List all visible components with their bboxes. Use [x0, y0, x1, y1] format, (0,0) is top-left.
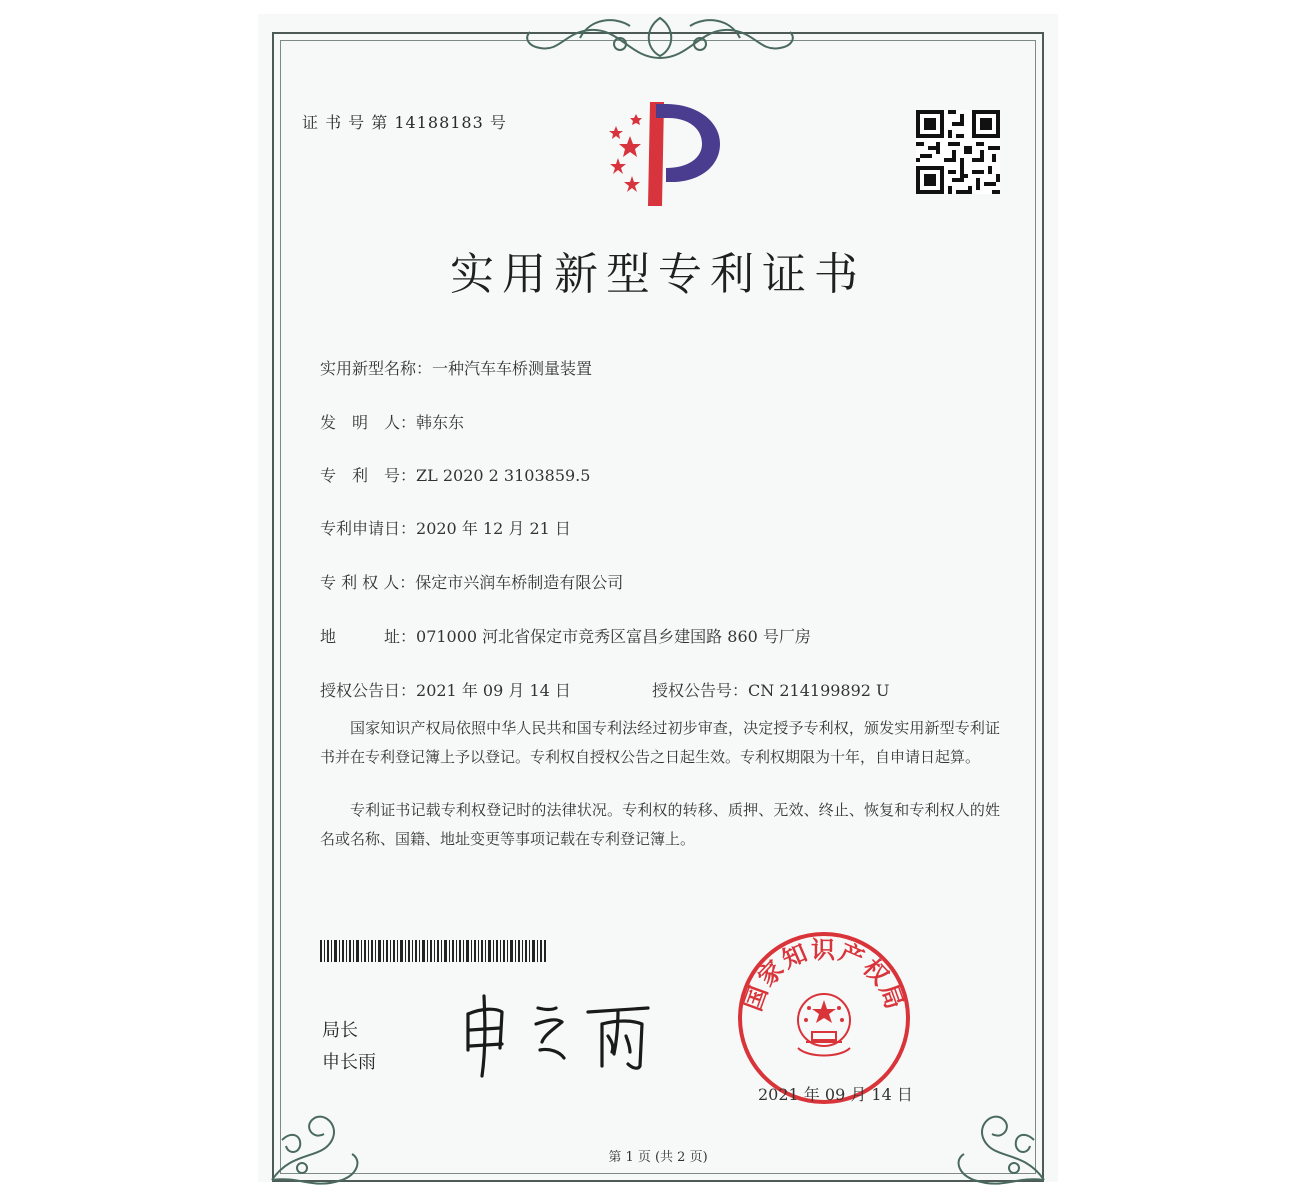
seal-text: 国家知识产权局: [738, 936, 910, 1015]
field-inventor-label: 发 明 人：: [320, 413, 417, 432]
field-address-value: 071000 河北省保定市竞秀区富昌乡建国路 860 号厂房: [416, 627, 811, 646]
bottom-left-ornament: [262, 1080, 372, 1190]
field-patentee-value: 保定市兴润车桥制造有限公司: [415, 573, 624, 592]
field-grant-date-label: 授权公告日：: [320, 681, 417, 700]
official-seal: [736, 930, 912, 1106]
field-patentee-label: 专 利 权 人：: [320, 573, 416, 592]
field-grant-no: [652, 678, 890, 701]
field-name: [320, 356, 592, 379]
field-grant-no-label: 授权公告号：: [652, 681, 749, 700]
bottom-right-ornament: [944, 1080, 1054, 1190]
handwritten-signature: [452, 988, 652, 1080]
field-grant-date: [320, 678, 571, 701]
field-address-label: 地 址：: [320, 627, 417, 646]
field-address: [320, 624, 811, 647]
field-patent-no: [320, 463, 590, 486]
certificate-frame-inner: [280, 40, 1036, 1174]
field-patentee: [320, 570, 623, 593]
certificate-number: 证 书 号 第 14188183 号: [302, 113, 507, 132]
body-paragraph-1: 国家知识产权局依照中华人民共和国专利法经过初步审查，决定授予专利权，颁发实用新型专利证书并在专利登记簿上予以登记。专利权自授权公告之日起生效。专利权期限为十年，自申请日起算。: [320, 719, 1000, 766]
field-name-value: 一种汽车车桥测量装置: [432, 359, 593, 378]
signature-role: 局长: [322, 1020, 358, 1041]
certificate-title: 实用新型专利证书: [450, 249, 866, 300]
field-filing-date: [320, 516, 571, 539]
qr-code: [916, 110, 1000, 194]
field-filing-date-label: 专利申请日：: [320, 519, 417, 538]
body-paragraph-2: 专利证书记载专利权登记时的法律状况。专利权的转移、质押、无效、终止、恢复和专利权人的姓名或名称、国籍、地址变更等事项记载在专利登记簿上。: [320, 801, 1000, 848]
field-inventor-value: 韩东东: [416, 413, 465, 432]
cnipa-logo-icon: [588, 98, 728, 210]
top-ornament: [520, 8, 800, 66]
seal-date: 2021 年 09 月 14 日: [758, 1085, 913, 1104]
field-grant-date-value: 2021 年 09 月 14 日: [416, 681, 571, 700]
field-name-label: 实用新型名称：: [320, 359, 433, 378]
field-grant-no-value: CN 214199892 U: [748, 681, 890, 700]
barcode: [320, 940, 546, 962]
signature-name: 申长雨: [322, 1052, 376, 1073]
field-patent-no-value: ZL 2020 2 3103859.5: [416, 466, 591, 485]
field-inventor: [320, 410, 464, 433]
field-patent-no-label: 专 利 号：: [320, 466, 417, 485]
page-number: 第 1 页 (共 2 页): [608, 1150, 708, 1165]
field-filing-date-value: 2020 年 12 月 21 日: [416, 519, 571, 538]
